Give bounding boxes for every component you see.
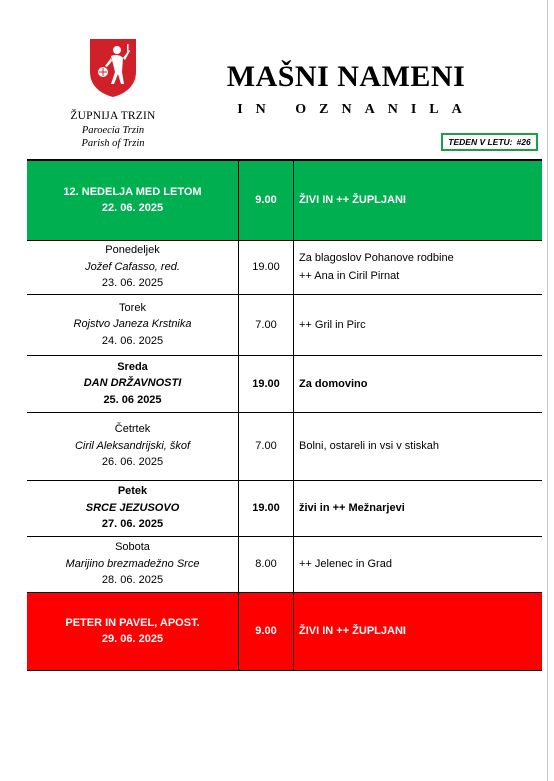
time-cell: 9.00 bbox=[239, 160, 294, 240]
time-cell: 7.00 bbox=[239, 412, 294, 480]
intention-text: ++ Ana in Ciril Pirnat bbox=[299, 270, 400, 282]
table-row-monday bbox=[27, 240, 542, 294]
time-cell: 19.00 bbox=[239, 355, 294, 412]
week-label: TEDEN V LETU: bbox=[448, 137, 513, 147]
intention-cell bbox=[294, 412, 543, 480]
time-cell: 8.00 bbox=[239, 536, 294, 592]
table-row-wednesday bbox=[27, 355, 542, 412]
day-cell bbox=[27, 480, 239, 536]
day-cell bbox=[27, 294, 239, 355]
intention-cell bbox=[294, 294, 543, 355]
intention-cell bbox=[294, 240, 543, 294]
week-number: #26 bbox=[516, 137, 531, 147]
page-subtitle: IN OZNANILA bbox=[237, 102, 475, 117]
day-cell bbox=[27, 160, 239, 240]
day-name: Petek bbox=[117, 485, 148, 498]
time-cell: 7.00 bbox=[239, 294, 294, 355]
day-cell bbox=[27, 355, 239, 412]
day-name: Ponedeljek bbox=[105, 244, 160, 257]
day-saint: Rojstvo Janeza Krstnika bbox=[73, 318, 192, 331]
day-cell bbox=[27, 240, 239, 294]
intention-cell bbox=[294, 536, 543, 592]
page-title: MAŠNI NAMENI bbox=[226, 60, 466, 93]
day-saint: Marijino brezmadežno Srce bbox=[65, 557, 200, 570]
day-cell bbox=[27, 536, 239, 592]
day-saint: SRCE JEZUSOVO bbox=[85, 501, 180, 514]
day-cell bbox=[27, 412, 239, 480]
intention-text: živi in ++ Mežnarjevi bbox=[299, 502, 405, 514]
intention-cell bbox=[294, 160, 543, 240]
day-name: 12. NEDELJA MED LETOM bbox=[63, 185, 202, 198]
intention-cell bbox=[294, 355, 543, 412]
time-cell: 9.00 bbox=[239, 592, 294, 670]
day-date: 24. 06. 2025 bbox=[101, 334, 164, 347]
day-name: Torek bbox=[119, 301, 146, 314]
parish-latin-name: Paroecia Trzin bbox=[81, 125, 145, 136]
intention-text: ŽIVI IN ++ ŽUPLJANI bbox=[299, 625, 406, 637]
day-saint: Jožef Cafasso, red. bbox=[85, 260, 180, 273]
intention-cell bbox=[294, 480, 543, 536]
table-row-saturday bbox=[27, 536, 542, 592]
table-row-thursday bbox=[27, 412, 542, 480]
day-saint: Ciril Aleksandrijski, škof bbox=[74, 439, 191, 452]
day-name: Sreda bbox=[117, 360, 148, 373]
page-edge bbox=[547, 0, 548, 781]
day-date: 22. 06. 2025 bbox=[101, 202, 164, 215]
table-row-tuesday bbox=[27, 294, 542, 355]
day-date: 26. 06. 2025 bbox=[101, 456, 164, 469]
parish-crest-icon bbox=[89, 38, 137, 98]
intention-text: Za blagoslov Pohanove rodbine bbox=[299, 252, 454, 264]
day-cell bbox=[27, 592, 239, 670]
intention-text: ++ Gril in Pirc bbox=[299, 318, 366, 331]
day-date: 25. 06 2025 bbox=[103, 393, 162, 406]
intention-cell bbox=[294, 592, 543, 670]
day-saint: DAN DRŽAVNOSTI bbox=[83, 377, 182, 390]
table-row-feast bbox=[27, 592, 542, 670]
week-badge bbox=[441, 133, 538, 151]
parish-english-name: Parish of Trzin bbox=[81, 138, 145, 149]
parish-name: ŽUPNIJA TRZIN bbox=[70, 110, 156, 122]
intention-text: ++ Jelenec in Grad bbox=[299, 558, 392, 570]
mass-schedule-table bbox=[27, 159, 542, 671]
table-row-friday bbox=[27, 480, 542, 536]
parish-block bbox=[60, 109, 166, 150]
intention-text: Za domovino bbox=[299, 377, 368, 390]
day-name: Sobota bbox=[115, 541, 150, 554]
day-date: 23. 06. 2025 bbox=[101, 277, 164, 290]
day-name: Četrtek bbox=[114, 423, 151, 436]
day-date: 29. 06. 2025 bbox=[101, 633, 164, 645]
day-date: 27. 06. 2025 bbox=[101, 518, 164, 531]
table-row-sunday bbox=[27, 160, 542, 240]
time-cell: 19.00 bbox=[239, 480, 294, 536]
day-date: 28. 06. 2025 bbox=[101, 574, 164, 587]
day-name: PETER IN PAVEL, APOST. bbox=[65, 616, 200, 629]
time-cell: 19.00 bbox=[239, 240, 294, 294]
intention-text: ŽIVI IN ++ ŽUPLJANI bbox=[299, 194, 406, 207]
intention-text: Bolni, ostareli in vsi v stiskah bbox=[299, 440, 439, 452]
